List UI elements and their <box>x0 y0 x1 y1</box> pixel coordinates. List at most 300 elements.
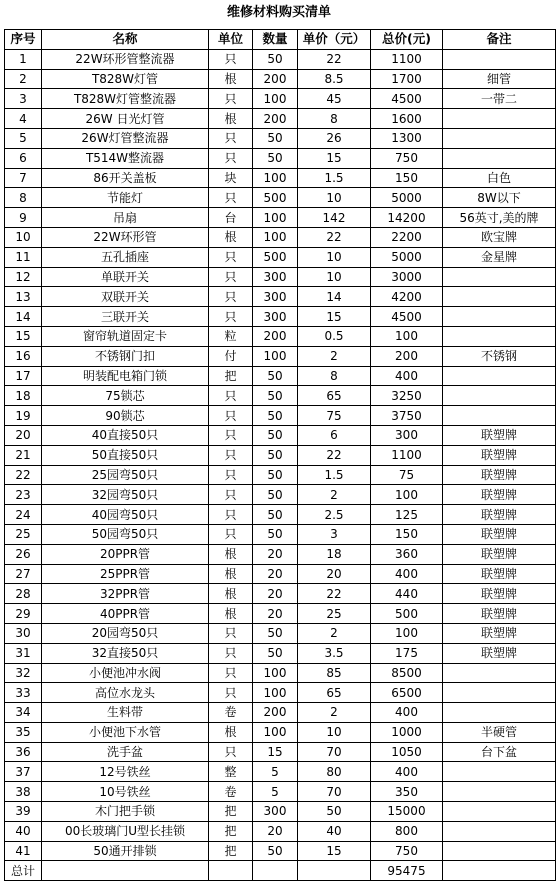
cell-remarks: 联塑牌 <box>443 544 556 564</box>
cell-name: 25园弯50只 <box>42 465 209 485</box>
cell-remarks <box>443 782 556 802</box>
cell-quantity: 100 <box>253 89 298 109</box>
cell-total-price: 75 <box>371 465 443 485</box>
cell-remarks: 联塑牌 <box>443 425 556 445</box>
table-row <box>5 49 556 69</box>
cell-seq: 36 <box>5 742 42 762</box>
table-row <box>5 267 556 287</box>
cell-quantity: 50 <box>253 643 298 663</box>
cell-seq: 27 <box>5 564 42 584</box>
table-row <box>5 782 556 802</box>
cell-unit-price: 15 <box>298 841 371 861</box>
cell-total-price: 5000 <box>371 247 443 267</box>
cell-unit-price: 40 <box>298 821 371 841</box>
cell-unit-price: 22 <box>298 445 371 465</box>
cell-seq: 16 <box>5 346 42 366</box>
cell-name: 洗手盆 <box>42 742 209 762</box>
cell-name: 20PPR管 <box>42 544 209 564</box>
cell-unit: 只 <box>209 643 253 663</box>
cell-unit: 根 <box>209 69 253 89</box>
cell-seq: 20 <box>5 425 42 445</box>
cell-remarks: 台下盆 <box>443 742 556 762</box>
cell-seq: 40 <box>5 821 42 841</box>
cell-seq: 34 <box>5 703 42 723</box>
cell-unit: 把 <box>209 841 253 861</box>
table-row <box>5 663 556 683</box>
total-label: 总计 <box>5 861 42 881</box>
cell-name: T828W灯管整流器 <box>42 89 209 109</box>
cell-name: 25PPR管 <box>42 564 209 584</box>
cell-seq: 29 <box>5 604 42 624</box>
cell-unit-price: 22 <box>298 584 371 604</box>
cell-quantity: 50 <box>253 366 298 386</box>
cell-total-price: 150 <box>371 168 443 188</box>
table-row <box>5 762 556 782</box>
cell-unit: 卷 <box>209 782 253 802</box>
cell-remarks <box>443 109 556 129</box>
sheet-title: 维修材料购买清单 <box>226 5 331 20</box>
table-row <box>5 425 556 445</box>
cell-name: 高位水龙头 <box>42 683 209 703</box>
cell-unit-price: 14 <box>298 287 371 307</box>
cell-unit: 只 <box>209 742 253 762</box>
cell-unit: 卷 <box>209 703 253 723</box>
cell-remarks <box>443 326 556 346</box>
cell-unit-price: 15 <box>298 148 371 168</box>
cell-quantity: 50 <box>253 505 298 525</box>
cell-name: 26W灯管整流器 <box>42 128 209 148</box>
table-row <box>5 683 556 703</box>
cell-total-price: 500 <box>371 604 443 624</box>
header-row <box>5 30 556 50</box>
cell-quantity: 300 <box>253 307 298 327</box>
cell-total-price: 800 <box>371 821 443 841</box>
total-empty-cell <box>253 861 298 881</box>
cell-name: 22W环形管整流器 <box>42 49 209 69</box>
table-row <box>5 307 556 327</box>
cell-seq: 9 <box>5 208 42 228</box>
cell-seq: 31 <box>5 643 42 663</box>
table-row <box>5 445 556 465</box>
cell-total-price: 400 <box>371 762 443 782</box>
cell-unit-price: 6 <box>298 425 371 445</box>
cell-seq: 5 <box>5 128 42 148</box>
cell-remarks <box>443 386 556 406</box>
cell-unit-price: 18 <box>298 544 371 564</box>
cell-unit: 整 <box>209 762 253 782</box>
cell-quantity: 100 <box>253 722 298 742</box>
cell-quantity: 500 <box>253 188 298 208</box>
cell-unit-price: 2 <box>298 346 371 366</box>
cell-quantity: 50 <box>253 386 298 406</box>
cell-name: 50直接50只 <box>42 445 209 465</box>
cell-unit-price: 3.5 <box>298 643 371 663</box>
cell-remarks: 56英寸,美的牌 <box>443 208 556 228</box>
cell-quantity: 50 <box>253 445 298 465</box>
table-row <box>5 89 556 109</box>
cell-seq: 15 <box>5 326 42 346</box>
table-row <box>5 742 556 762</box>
cell-unit-price: 10 <box>298 722 371 742</box>
table-row <box>5 168 556 188</box>
cell-unit-price: 2 <box>298 703 371 723</box>
cell-quantity: 100 <box>253 663 298 683</box>
table-row <box>5 287 556 307</box>
cell-remarks <box>443 148 556 168</box>
cell-unit-price: 50 <box>298 802 371 822</box>
cell-remarks <box>443 802 556 822</box>
cell-remarks: 欧宝牌 <box>443 227 556 247</box>
cell-name: 40园弯50只 <box>42 505 209 525</box>
cell-unit-price: 1.5 <box>298 168 371 188</box>
cell-total-price: 1100 <box>371 49 443 69</box>
total-row <box>5 861 556 881</box>
cell-unit-price: 70 <box>298 782 371 802</box>
cell-name: 00长玻璃门U型长挂锁 <box>42 821 209 841</box>
cell-quantity: 100 <box>253 683 298 703</box>
cell-remarks <box>443 287 556 307</box>
cell-total-price: 150 <box>371 524 443 544</box>
cell-unit: 只 <box>209 148 253 168</box>
cell-quantity: 50 <box>253 425 298 445</box>
cell-remarks <box>443 762 556 782</box>
table-row <box>5 623 556 643</box>
cell-unit: 台 <box>209 208 253 228</box>
cell-total-price: 1300 <box>371 128 443 148</box>
cell-unit: 根 <box>209 584 253 604</box>
cell-unit-price: 25 <box>298 604 371 624</box>
cell-seq: 19 <box>5 406 42 426</box>
cell-total-price: 2200 <box>371 227 443 247</box>
total-empty-cell <box>443 861 556 881</box>
cell-seq: 10 <box>5 227 42 247</box>
cell-remarks: 不锈钢 <box>443 346 556 366</box>
cell-seq: 3 <box>5 89 42 109</box>
cell-remarks: 联塑牌 <box>443 564 556 584</box>
cell-name: 40PPR管 <box>42 604 209 624</box>
table-row <box>5 366 556 386</box>
cell-unit-price: 75 <box>298 406 371 426</box>
table-row <box>5 386 556 406</box>
cell-unit: 块 <box>209 168 253 188</box>
cell-seq: 38 <box>5 782 42 802</box>
table-row <box>5 346 556 366</box>
cell-total-price: 6500 <box>371 683 443 703</box>
cell-total-price: 1050 <box>371 742 443 762</box>
header-unit: 单位 <box>209 30 253 50</box>
cell-unit: 只 <box>209 425 253 445</box>
cell-total-price: 400 <box>371 366 443 386</box>
table-row <box>5 802 556 822</box>
cell-seq: 41 <box>5 841 42 861</box>
cell-seq: 12 <box>5 267 42 287</box>
cell-name: 32园弯50只 <box>42 485 209 505</box>
cell-quantity: 500 <box>253 247 298 267</box>
cell-quantity: 20 <box>253 821 298 841</box>
cell-remarks <box>443 703 556 723</box>
cell-quantity: 300 <box>253 802 298 822</box>
cell-seq: 6 <box>5 148 42 168</box>
cell-quantity: 50 <box>253 128 298 148</box>
cell-unit: 把 <box>209 802 253 822</box>
cell-total-price: 8500 <box>371 663 443 683</box>
cell-seq: 7 <box>5 168 42 188</box>
cell-remarks: 联塑牌 <box>443 643 556 663</box>
cell-total-price: 100 <box>371 485 443 505</box>
cell-quantity: 200 <box>253 69 298 89</box>
header-unit-price: 单价（元） <box>298 30 371 50</box>
cell-unit: 只 <box>209 465 253 485</box>
cell-unit-price: 2.5 <box>298 505 371 525</box>
table-row <box>5 841 556 861</box>
cell-name: 生料带 <box>42 703 209 723</box>
cell-remarks: 细管 <box>443 69 556 89</box>
cell-name: 12号铁丝 <box>42 762 209 782</box>
header-total-price: 总价(元) <box>371 30 443 50</box>
cell-unit: 根 <box>209 604 253 624</box>
cell-quantity: 300 <box>253 267 298 287</box>
cell-unit: 根 <box>209 227 253 247</box>
cell-name: T514W整流器 <box>42 148 209 168</box>
cell-unit: 根 <box>209 544 253 564</box>
total-value: 95475 <box>371 861 443 881</box>
cell-name: 单联开关 <box>42 267 209 287</box>
cell-name: 20园弯50只 <box>42 623 209 643</box>
cell-quantity: 20 <box>253 564 298 584</box>
cell-remarks: 联塑牌 <box>443 604 556 624</box>
cell-quantity: 20 <box>253 544 298 564</box>
cell-seq: 13 <box>5 287 42 307</box>
cell-quantity: 5 <box>253 762 298 782</box>
cell-seq: 22 <box>5 465 42 485</box>
cell-total-price: 750 <box>371 841 443 861</box>
cell-unit-price: 2 <box>298 623 371 643</box>
total-empty-cell <box>42 861 209 881</box>
cell-name: 86开关盖板 <box>42 168 209 188</box>
cell-total-price: 100 <box>371 623 443 643</box>
cell-unit: 只 <box>209 445 253 465</box>
cell-unit-price: 8 <box>298 109 371 129</box>
cell-remarks <box>443 821 556 841</box>
cell-total-price: 14200 <box>371 208 443 228</box>
table-row <box>5 505 556 525</box>
header-remarks: 备注 <box>443 30 556 50</box>
cell-quantity: 20 <box>253 604 298 624</box>
cell-name: 90锁芯 <box>42 406 209 426</box>
cell-name: 三联开关 <box>42 307 209 327</box>
cell-total-price: 4500 <box>371 89 443 109</box>
cell-remarks: 金星牌 <box>443 247 556 267</box>
cell-remarks: 联塑牌 <box>443 505 556 525</box>
cell-quantity: 50 <box>253 465 298 485</box>
cell-total-price: 5000 <box>371 188 443 208</box>
cell-remarks <box>443 683 556 703</box>
cell-name: 22W环形管 <box>42 227 209 247</box>
cell-unit-price: 142 <box>298 208 371 228</box>
cell-total-price: 1100 <box>371 445 443 465</box>
cell-unit: 根 <box>209 109 253 129</box>
cell-unit: 只 <box>209 683 253 703</box>
cell-unit-price: 65 <box>298 386 371 406</box>
cell-name: 小便池冲水阀 <box>42 663 209 683</box>
cell-seq: 37 <box>5 762 42 782</box>
cell-unit: 把 <box>209 366 253 386</box>
cell-quantity: 50 <box>253 148 298 168</box>
cell-total-price: 1600 <box>371 109 443 129</box>
cell-name: 75锁芯 <box>42 386 209 406</box>
cell-unit-price: 10 <box>298 267 371 287</box>
cell-unit-price: 65 <box>298 683 371 703</box>
cell-total-price: 3250 <box>371 386 443 406</box>
cell-name: 窗帘轨道固定卡 <box>42 326 209 346</box>
cell-quantity: 50 <box>253 485 298 505</box>
cell-quantity: 5 <box>253 782 298 802</box>
cell-name: 五孔插座 <box>42 247 209 267</box>
cell-remarks <box>443 128 556 148</box>
cell-quantity: 100 <box>253 168 298 188</box>
table-row <box>5 485 556 505</box>
table-row <box>5 326 556 346</box>
cell-unit: 只 <box>209 287 253 307</box>
table-row <box>5 604 556 624</box>
cell-quantity: 15 <box>253 742 298 762</box>
cell-remarks: 8W以下 <box>443 188 556 208</box>
cell-quantity: 100 <box>253 227 298 247</box>
cell-unit: 只 <box>209 524 253 544</box>
cell-unit: 只 <box>209 49 253 69</box>
cell-unit-price: 80 <box>298 762 371 782</box>
cell-unit-price: 20 <box>298 564 371 584</box>
table-row <box>5 643 556 663</box>
cell-name: 32直接50只 <box>42 643 209 663</box>
table-row <box>5 821 556 841</box>
cell-unit-price: 15 <box>298 307 371 327</box>
cell-quantity: 50 <box>253 524 298 544</box>
cell-unit-price: 8.5 <box>298 69 371 89</box>
cell-quantity: 300 <box>253 287 298 307</box>
cell-unit: 只 <box>209 307 253 327</box>
cell-seq: 2 <box>5 69 42 89</box>
table-row <box>5 208 556 228</box>
cell-remarks <box>443 366 556 386</box>
cell-seq: 32 <box>5 663 42 683</box>
cell-seq: 4 <box>5 109 42 129</box>
cell-unit: 只 <box>209 89 253 109</box>
cell-seq: 21 <box>5 445 42 465</box>
cell-quantity: 200 <box>253 326 298 346</box>
cell-remarks: 联塑牌 <box>443 584 556 604</box>
table-row <box>5 465 556 485</box>
cell-seq: 23 <box>5 485 42 505</box>
cell-unit: 只 <box>209 247 253 267</box>
cell-remarks <box>443 267 556 287</box>
cell-total-price: 4500 <box>371 307 443 327</box>
cell-unit-price: 70 <box>298 742 371 762</box>
cell-remarks <box>443 406 556 426</box>
cell-remarks: 一带二 <box>443 89 556 109</box>
cell-name: 双联开关 <box>42 287 209 307</box>
cell-unit: 只 <box>209 623 253 643</box>
cell-unit-price: 26 <box>298 128 371 148</box>
cell-quantity: 200 <box>253 703 298 723</box>
cell-quantity: 100 <box>253 346 298 366</box>
cell-unit-price: 1.5 <box>298 465 371 485</box>
table-row <box>5 406 556 426</box>
cell-seq: 30 <box>5 623 42 643</box>
cell-quantity: 50 <box>253 623 298 643</box>
cell-unit-price: 10 <box>298 188 371 208</box>
table-row <box>5 544 556 564</box>
cell-unit: 把 <box>209 821 253 841</box>
cell-total-price: 1000 <box>371 722 443 742</box>
cell-total-price: 440 <box>371 584 443 604</box>
cell-remarks: 联塑牌 <box>443 623 556 643</box>
cell-unit-price: 22 <box>298 49 371 69</box>
cell-total-price: 4200 <box>371 287 443 307</box>
table-row <box>5 148 556 168</box>
cell-name: 吊扇 <box>42 208 209 228</box>
cell-unit: 只 <box>209 188 253 208</box>
cell-name: 50园弯50只 <box>42 524 209 544</box>
cell-seq: 35 <box>5 722 42 742</box>
cell-total-price: 1700 <box>371 69 443 89</box>
cell-remarks <box>443 49 556 69</box>
cell-quantity: 20 <box>253 584 298 604</box>
cell-total-price: 100 <box>371 326 443 346</box>
cell-unit-price: 22 <box>298 227 371 247</box>
cell-unit-price: 8 <box>298 366 371 386</box>
cell-seq: 24 <box>5 505 42 525</box>
cell-remarks: 白色 <box>443 168 556 188</box>
table-row <box>5 109 556 129</box>
cell-unit: 根 <box>209 564 253 584</box>
cell-name: 木门把手锁 <box>42 802 209 822</box>
cell-remarks <box>443 307 556 327</box>
cell-total-price: 175 <box>371 643 443 663</box>
cell-name: 小便池下水管 <box>42 722 209 742</box>
cell-remarks <box>443 841 556 861</box>
cell-unit: 根 <box>209 722 253 742</box>
cell-unit-price: 0.5 <box>298 326 371 346</box>
cell-unit-price: 2 <box>298 485 371 505</box>
cell-total-price: 15000 <box>371 802 443 822</box>
cell-remarks <box>443 663 556 683</box>
cell-name: 26W 日光灯管 <box>42 109 209 129</box>
cell-total-price: 750 <box>371 148 443 168</box>
cell-unit-price: 3 <box>298 524 371 544</box>
header-seq: 序号 <box>5 30 42 50</box>
cell-quantity: 50 <box>253 49 298 69</box>
cell-quantity: 200 <box>253 109 298 129</box>
cell-remarks: 联塑牌 <box>443 445 556 465</box>
cell-seq: 8 <box>5 188 42 208</box>
cell-name: 10号铁丝 <box>42 782 209 802</box>
material-table <box>4 29 556 881</box>
cell-unit-price: 45 <box>298 89 371 109</box>
cell-unit: 只 <box>209 406 253 426</box>
cell-unit: 只 <box>209 267 253 287</box>
header-quantity: 数量 <box>253 30 298 50</box>
table-row <box>5 524 556 544</box>
cell-name: 明装配电箱门锁 <box>42 366 209 386</box>
cell-unit: 只 <box>209 128 253 148</box>
header-name: 名称 <box>42 30 209 50</box>
table-row <box>5 247 556 267</box>
cell-total-price: 350 <box>371 782 443 802</box>
cell-quantity: 50 <box>253 841 298 861</box>
table-row <box>5 564 556 584</box>
total-empty-cell <box>298 861 371 881</box>
